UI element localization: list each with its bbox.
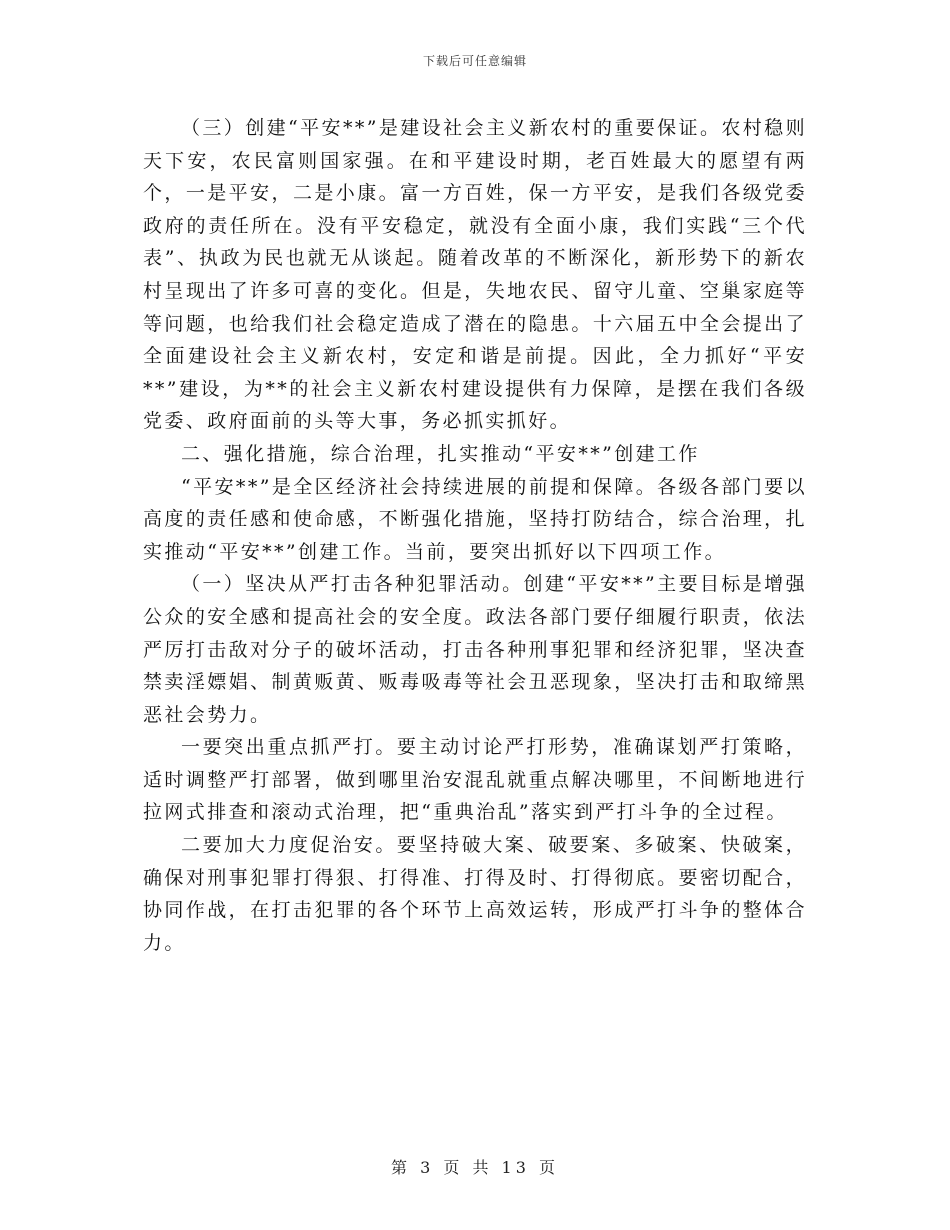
paragraph-public-order: 二要加大力度促治安。要坚持破大案、破要案、多破案、快破案，确保对刑事犯罪打得狠、打得准、打得及时、打得彻底。要密切配合，协同作战，在打击犯罪的各个环节上高效运转，形成严打斗争的整体合力。: [143, 834, 807, 954]
page-number: 第 3 页 共 13 页: [391, 1158, 559, 1177]
paragraph-crackdown: （一）坚决从严打击各种犯罪活动。创建“平安**”主要目标是增强公众的安全感和提高社会的安全度。政法各部门要仔细履行职责，依法严厉打击敌对分子的破坏活动，打击各种刑事犯罪和经济犯罪，坚决查禁卖淫嫖娼、制黄贩黄、贩毒吸毒等社会丑恶现象，坚决打击和取缔黑恶社会势力。: [143, 573, 807, 726]
paragraph-safety-premise: “平安**”是全区经济社会持续进展的前提和保障。各级各部门要以高度的责任感和使命感，不断强化措施，坚持打防结合，综合治理，扎实推动“平安**”创建工作。当前，要突出抓好以下四项工作。: [143, 475, 807, 563]
document-body: [143, 112, 807, 959]
paragraph-safety-guarantee: （三）创建“平安**”是建设社会主义新农村的重要保证。农村稳则天下安，农民富则国家强。在和平建设时期，老百姓最大的愿望有两个，一是平安，二是小康。富一方百姓，保一方平安，是我们各级党委政府的责任所在。没有平安稳定，就没有全面小康，我们实践“三个代表”、执政为民也就无从谈起。随着改革的不断深化，新形势下的新农村呈现出了许多可喜的变化。但是，失地农民、留守儿童、空巢家庭等等问题，也给我们社会稳定造成了潜在的隐患。十六届五中全会提出了全面建设社会主义新农村，安定和谐是前提。因此，全力抓好“平安**”建设，为**的社会主义新农村建设提供有力保障，是摆在我们各级党委、政府面前的头等大事，务必抓实抓好。: [143, 117, 807, 433]
paragraph-focus-strike: 一要突出重点抓严打。要主动讨论严打形势，准确谋划严打策略，适时调整严打部署，做到哪里治安混乱就重点解决哪里，不间断地进行拉网式排查和滚动式治理，把“重典治乱”落实到严打斗争的全过程。: [143, 736, 807, 824]
page-header-note: 下载后可任意编辑: [422, 54, 527, 68]
section-heading-measures: 二、强化措施，综合治理，扎实推动“平安**”创建工作: [181, 442, 700, 465]
